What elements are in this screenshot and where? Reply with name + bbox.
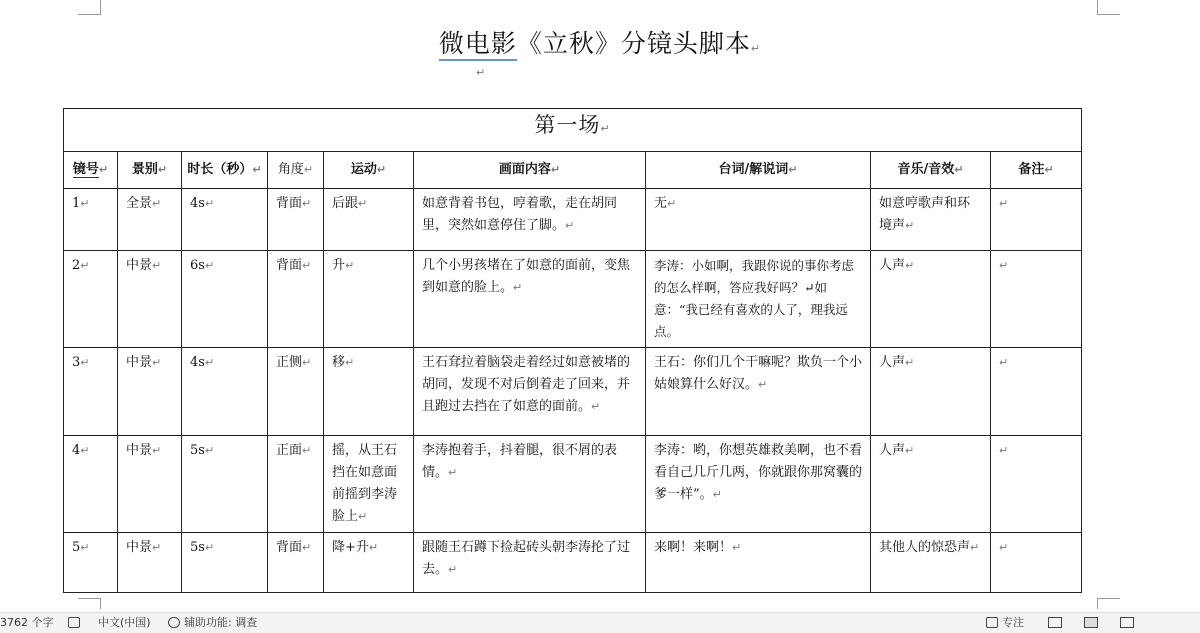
accessibility-icon xyxy=(168,617,180,628)
read-mode-icon[interactable] xyxy=(1048,617,1062,628)
proofing-icon xyxy=(68,617,80,628)
cell-music[interactable]: 如意哼歌声和环境声↵ xyxy=(871,189,991,251)
cell-movement[interactable]: 后跟↵ xyxy=(324,189,414,251)
margin-corner-bottom-right xyxy=(1097,598,1120,609)
cell-scene-content[interactable]: 跟随王石蹲下捡起砖头朝李涛抡了过去。↵ xyxy=(414,533,646,593)
status-bar xyxy=(0,612,1200,633)
cell-scene-content[interactable]: 如意背着书包，哼着歌，走在胡同里，突然如意停住了脚。↵ xyxy=(414,189,646,251)
header-music[interactable]: 音乐/音效↵ xyxy=(871,152,991,189)
cell-shot-no[interactable]: 4↵ xyxy=(64,436,118,533)
cell-angle[interactable]: 背面↵ xyxy=(268,251,324,348)
cell-notes[interactable]: ↵ xyxy=(991,533,1082,593)
scene-title-cell[interactable]: 第一场↵ xyxy=(64,109,1082,152)
cell-notes[interactable]: ↵ xyxy=(991,189,1082,251)
cell-shot-no[interactable]: 2↵ xyxy=(64,251,118,348)
cell-duration[interactable]: 4s↵ xyxy=(182,348,268,436)
storyboard-table xyxy=(63,108,1082,593)
cell-movement[interactable]: 摇，从王石挡在如意面前摇到李涛脸上↵ xyxy=(324,436,414,533)
language-button[interactable]: 中文(中国) xyxy=(98,616,151,629)
title-underlined-part: 微电影 xyxy=(439,29,517,61)
title-rest: 《立秋》分镜头脚本 xyxy=(516,29,751,58)
header-angle[interactable]: 角度↵ xyxy=(268,152,324,189)
margin-corner-top-right xyxy=(1097,0,1120,15)
cell-music[interactable]: 其他人的惊恐声↵ xyxy=(871,533,991,593)
header-dialogue[interactable]: 台词/解说词↵ xyxy=(646,152,871,189)
table-row xyxy=(64,348,1082,436)
cell-duration[interactable]: 5s↵ xyxy=(182,533,268,593)
scene-title: 第一场 xyxy=(534,113,601,137)
accessibility-button[interactable]: 辅助功能: 调查 xyxy=(168,616,257,630)
empty-paragraph-mark: ↵ xyxy=(476,66,486,79)
cell-duration[interactable]: 4s↵ xyxy=(182,189,268,251)
cell-music[interactable]: 人声↵ xyxy=(871,251,991,348)
cell-shot-size[interactable]: 中景↵ xyxy=(118,251,182,348)
cell-dialogue[interactable]: 李涛：哟，你想英雄救美啊，也不看看自己几斤几两，你就跟你那窝囊的爹一样”。↵ xyxy=(646,436,871,533)
table-row xyxy=(64,189,1082,251)
table-row xyxy=(64,436,1082,533)
cell-angle[interactable]: 背面↵ xyxy=(268,189,324,251)
cell-scene-content[interactable]: 李涛抱着手，抖着腿，很不屑的表情。↵ xyxy=(414,436,646,533)
cell-angle[interactable]: 背面↵ xyxy=(268,533,324,593)
header-duration[interactable]: 时长（秒）↵ xyxy=(182,152,268,189)
table-row xyxy=(64,251,1082,348)
margin-corner-bottom-left xyxy=(78,598,101,609)
header-movement[interactable]: 运动↵ xyxy=(324,152,414,189)
word-count[interactable]: 3762 个字 xyxy=(0,616,54,629)
cell-notes[interactable]: ↵ xyxy=(991,348,1082,436)
cell-scene-content[interactable]: 王石耷拉着脑袋走着经过如意被堵的胡同，发现不对后倒着走了回来，并且跑过去挡在了如意的面前。↵ xyxy=(414,348,646,436)
cell-duration[interactable]: 5s↵ xyxy=(182,436,268,533)
margin-corner-top-left xyxy=(78,0,101,15)
cell-shot-size[interactable]: 全景↵ xyxy=(118,189,182,251)
cell-movement[interactable]: 降+升↵ xyxy=(324,533,414,593)
web-layout-icon[interactable] xyxy=(1120,617,1134,628)
cell-notes[interactable]: ↵ xyxy=(991,436,1082,533)
cell-shot-size[interactable]: 中景↵ xyxy=(118,533,182,593)
header-shot-no[interactable]: 镜号↵ xyxy=(64,152,118,189)
header-notes[interactable]: 备注↵ xyxy=(991,152,1082,189)
header-shot-size[interactable]: 景别↵ xyxy=(118,152,182,189)
paragraph-mark: ↵ xyxy=(750,42,762,55)
table-header-row xyxy=(64,152,1082,189)
cell-angle[interactable]: 正侧↵ xyxy=(268,348,324,436)
cell-dialogue[interactable]: 无↵ xyxy=(646,189,871,251)
cell-movement[interactable]: 移↵ xyxy=(324,348,414,436)
cell-dialogue[interactable]: 来啊！来啊！↵ xyxy=(646,533,871,593)
cell-duration[interactable]: 6s↵ xyxy=(182,251,268,348)
cell-notes[interactable]: ↵ xyxy=(991,251,1082,348)
cell-dialogue[interactable]: 王石：你们几个干嘛呢？欺负一个小姑娘算什么好汉。↵ xyxy=(646,348,871,436)
table-row xyxy=(64,533,1082,593)
cell-scene-content[interactable]: 几个小男孩堵在了如意的面前，变焦到如意的脸上。↵ xyxy=(414,251,646,348)
cell-shot-no[interactable]: 1↵ xyxy=(64,189,118,251)
proofing-button[interactable] xyxy=(68,616,84,630)
focus-icon xyxy=(986,617,998,628)
cell-angle[interactable]: 正面↵ xyxy=(268,436,324,533)
cell-shot-size[interactable]: 中景↵ xyxy=(118,348,182,436)
document-title[interactable] xyxy=(0,24,1200,60)
cell-dialogue[interactable]: 李涛：小如啊，我跟你说的事你考虑的怎么样啊，答应我好吗？↵如意：“我已经有喜欢的人了，理我远点。 xyxy=(646,251,871,348)
cell-shot-no[interactable]: 3↵ xyxy=(64,348,118,436)
cell-music[interactable]: 人声↵ xyxy=(871,348,991,436)
header-scene-content[interactable]: 画面内容↵ xyxy=(414,152,646,189)
cell-shot-size[interactable]: 中景↵ xyxy=(118,436,182,533)
cell-movement[interactable]: 升↵ xyxy=(324,251,414,348)
cell-shot-no[interactable]: 5↵ xyxy=(64,533,118,593)
focus-mode-button[interactable]: 专注 xyxy=(986,616,1024,630)
cell-music[interactable]: 人声↵ xyxy=(871,436,991,533)
print-layout-icon[interactable] xyxy=(1084,617,1098,628)
